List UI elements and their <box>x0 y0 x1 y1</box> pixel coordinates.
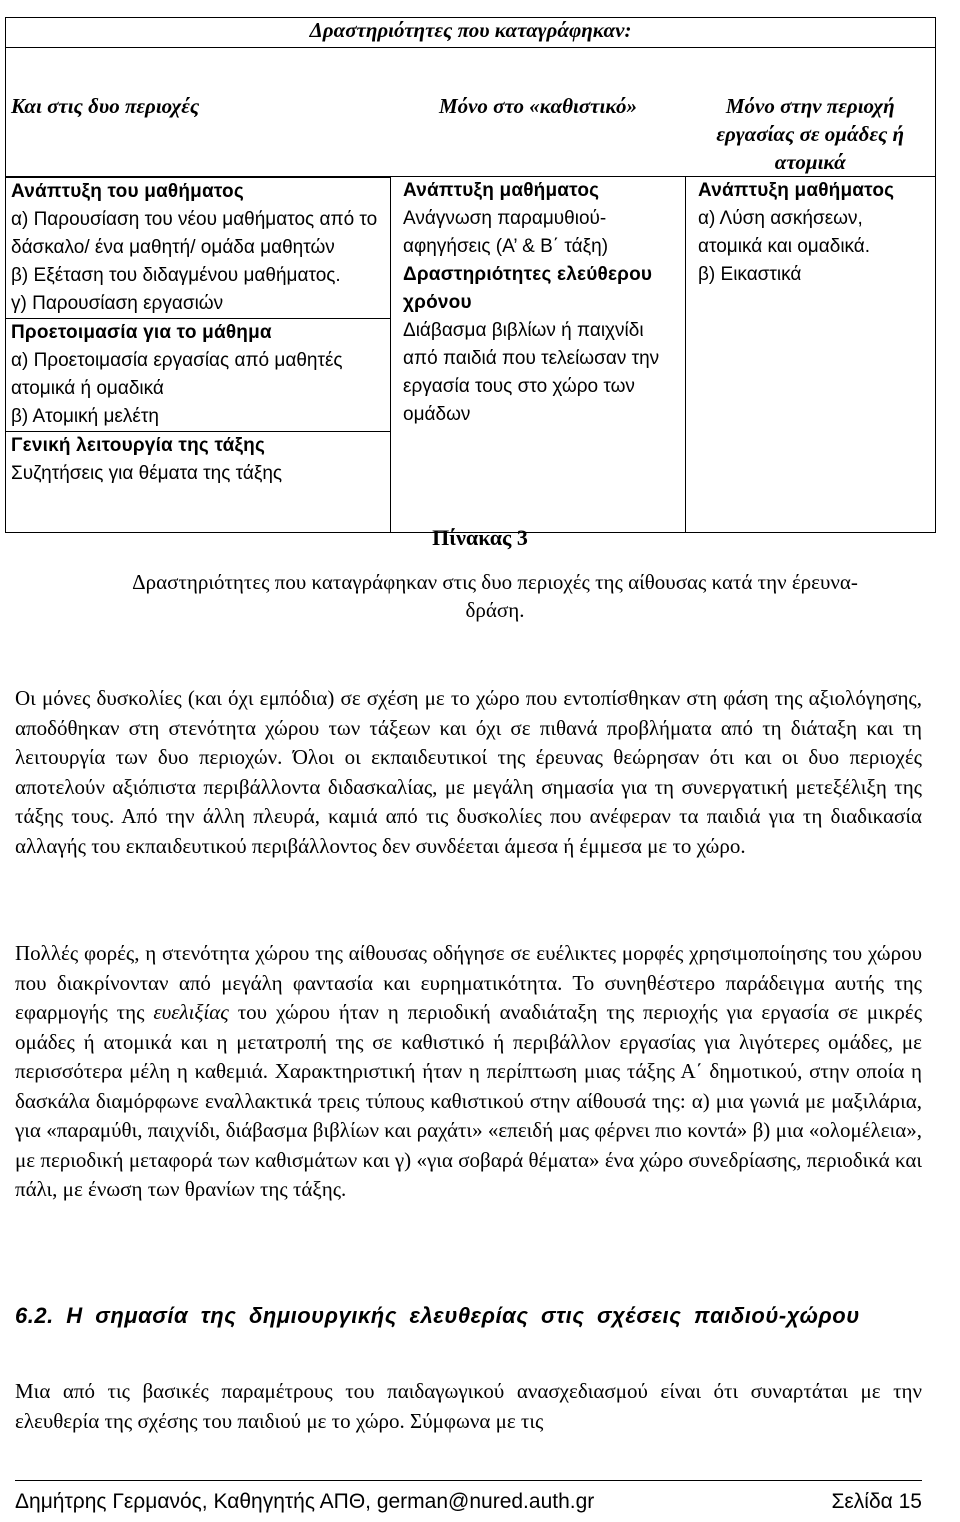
list-item: Συζητήσεις για θέματα της τάξης <box>11 463 283 484</box>
list-item: α) Προετοιμασία εργασίας από μαθητές ατομικά ή ομαδικά <box>11 350 343 399</box>
header-both-areas: Και στις δυο περιοχές <box>6 48 391 177</box>
table-description: Δραστηριότητες που καταγράφηκαν στις δυο περιοχές της αίθουσας κατά την έρευνα-δράση. <box>132 570 858 622</box>
col3-section-title: Ανάπτυξη μαθήματος <box>698 180 895 201</box>
activities-table <box>5 17 936 533</box>
paragraph-1: Οι μόνες δυσκολίες (και όχι εμπόδια) σε σχέση με το χώρο που εντοπίσθηκαν στη φάση της αξιολόγησης, αποδόθηκαν στη στενότητα χώρου των τάξεων και όχι σε πιθανά προβλήματα από τη διάταξη και τη λειτουργία των δυο περιοχών. Όλοι οι εκπαιδευτικοί της έρευνας θεώρησαν ότι και οι δυο περιοχές αποτελούν αξιόπιστα περιβάλλοντα διδασκαλίας, με μεγάλη σημασία για τη συνεργατική μετεξέλιξη της τάξης τους. Από την άλλη πλευρά, καμιά από τις δυσκολίες που ανέφεραν τα παιδιά για τη διαδικασία αλλαγής του εκπαιδευτικού περιβάλλοντος δεν συνδέεται άμεσα ή έμμεσα με το χώρο. <box>15 686 922 858</box>
header-work-area: Μόνο στην περιοχή εργασίας σε ομάδες ή ατομικά <box>686 48 936 177</box>
section-heading: 6.2. Η σημασία της δημιουργικής ελευθερίας στις σχέσεις παιδιού-χώρου <box>15 1303 860 1328</box>
list-item: γ) Παρουσίαση εργασιών <box>11 293 224 314</box>
paragraph-2-emphasis: ευελιξίας <box>153 1000 229 1024</box>
list-item: α) Λύση ασκήσεων, ατομικά και ομαδικά. <box>698 208 871 257</box>
col1-section-title: Ανάπτυξη του μαθήματος <box>11 181 244 202</box>
footer-divider <box>15 1480 922 1481</box>
page-number: Σελίδα 15 <box>831 1490 922 1513</box>
col2-section-title: Δραστηριότητες ελεύθερου χρόνου <box>403 264 653 313</box>
paragraph-2-part2: του χώρου ήταν η περιοδική αναδιάταξη της περιοχής για εργασία σε μικρές ομάδες ή ατομικά και η μετατροπή της σε καθιστικό ή περιβάλλον εργασίας για λιγότερες ομάδες, με περισσότερα μέλη η καθεμιά. Χαρακτηριστική ήταν η περίπτωση μιας τάξης Α΄ δημοτικού, στην οποία η δασκάλα διαμόρφωνε εναλλακτικά τρεις τύπους καθιστικού στην αίθουσά της: α) μια γωνιά με μαξιλάρια, για «παραμύθι, παιχνίδι, διάβασμα βιβλίων και ραχάτι» «επειδή μας φέρνει πιο κοντά» β) μια «ολομέλεια», με περιοδική μεταφορά των καθισμάτων και γ) «για σοβαρά θέματα» ένα χώρο συνεδρίασης, περιοδικά και πάλι, με ένωση των θρανίων της τάξης. <box>15 1000 923 1201</box>
header-living-area: Μόνο στο «καθιστικό» <box>438 94 638 118</box>
paragraph-3: Μια από τις βασικές παραμέτρους του παιδαγωγικού ανασχεδιασμού είναι ότι συναρτάται με την ελευθερία της σχέσης του παιδιού με το χώρο. Σύμφωνα με τις <box>15 1379 922 1433</box>
table-caption: Δραστηριότητες που καταγράφηκαν: <box>6 18 936 48</box>
list-item: β) Ατομική μελέτη <box>11 406 159 427</box>
paragraph-2 <box>15 939 922 1205</box>
col2-text: Ανάγνωση παραμυθιού-αφηγήσεις (Α’ & Β΄ τάξη) <box>403 208 609 257</box>
col1-section-title: Γενική λειτουργία της τάξης <box>11 435 266 456</box>
paragraph-2-part1: Πολλές φορές, η στενότητα χώρου της αίθουσας οδήγησε σε ευέλικτες μορφές χρησιμοποίησης του χώρου που διακρίνονταν από μεγάλη φαντασία και ευρηματικότητα. Το συνηθέστερο παράδειγμα αυτής της εφαρμογής της <box>15 941 922 1024</box>
col2-text: Διάβασμα βιβλίων ή παιχνίδι από παιδιά που τελείωσαν την εργασία τους στο χώρο των ομάδων <box>403 320 660 425</box>
list-item: α) Παρουσίαση του νέου μαθήματος από το δάσκαλο/ ένα μαθητή/ ομάδα μαθητών <box>11 209 378 258</box>
footer-author: Δημήτρης Γερμανός, Καθηγητής ΑΠΘ, german@nured.auth.gr <box>15 1490 595 1513</box>
col2-section-title: Ανάπτυξη μαθήματος <box>403 180 600 201</box>
col-work-area <box>686 177 936 533</box>
list-item: β) Εικαστικά <box>698 264 802 285</box>
col-both-areas <box>6 177 391 533</box>
list-item: β) Εξέταση του διδαγμένου μαθήματος. <box>11 265 341 286</box>
col-living-area <box>391 177 686 533</box>
col1-section-title: Προετοιμασία για το μάθημα <box>11 322 272 343</box>
table-number: Πίνακας 3 <box>432 525 528 550</box>
